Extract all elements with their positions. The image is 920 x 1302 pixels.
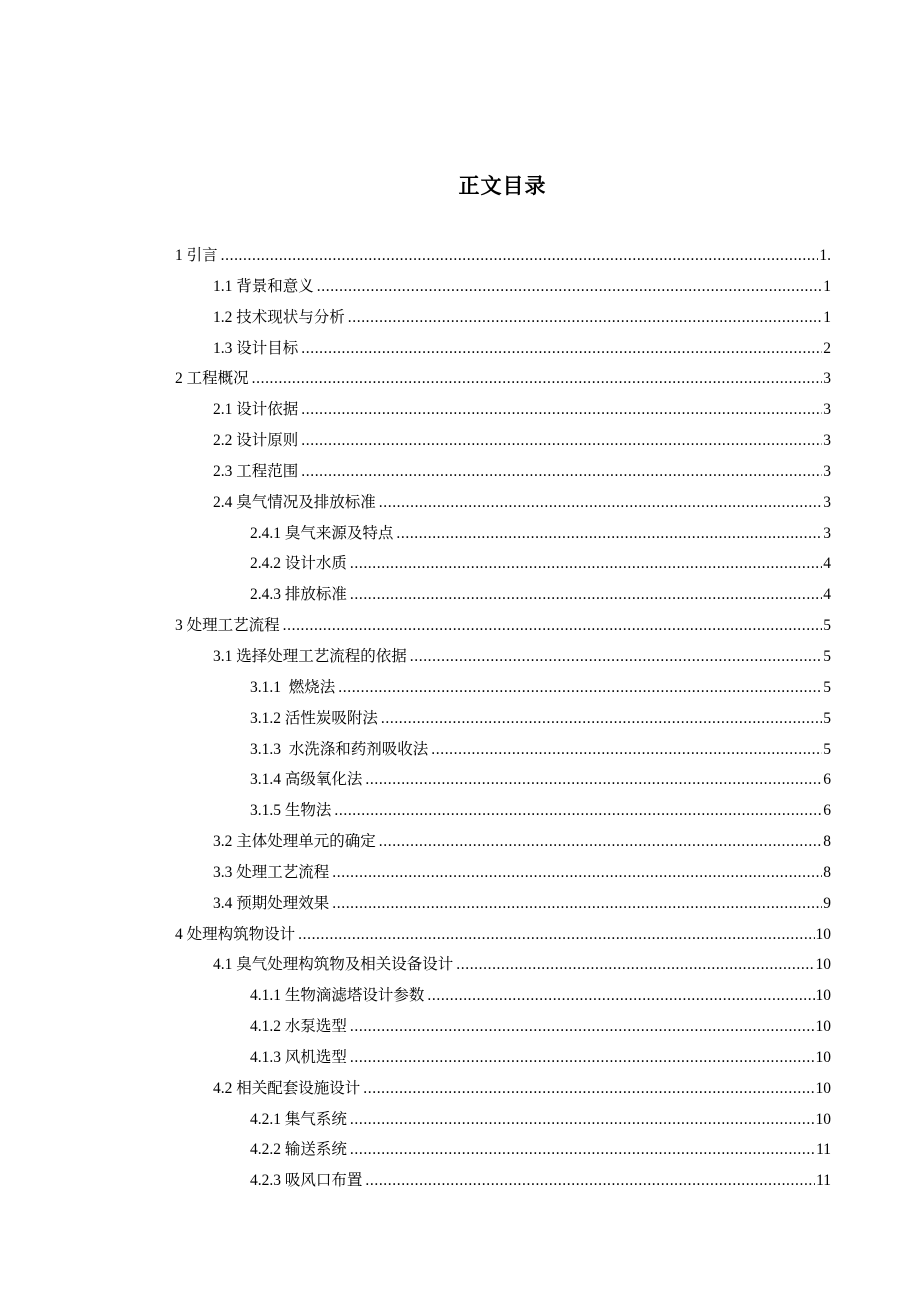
toc-entry[interactable] xyxy=(175,549,831,580)
toc-dot-leader xyxy=(365,1166,815,1197)
toc-entry-label: 3.1.5 生物法 xyxy=(250,802,332,820)
toc-entry[interactable] xyxy=(175,642,831,673)
toc-entry-page-number: 4 xyxy=(823,555,831,573)
toc-dot-leader xyxy=(350,1012,815,1043)
toc-entry-label: 3.3 处理工艺流程 xyxy=(213,863,330,881)
toc-entry-page-number: 10 xyxy=(815,1018,831,1036)
toc-entry[interactable] xyxy=(175,1135,831,1166)
toc-entry-page-number: 2 xyxy=(823,339,831,357)
toc-entry-label: 3.4 预期处理效果 xyxy=(213,894,330,912)
toc-entry-page-number: 5 xyxy=(823,617,831,635)
toc-entry-label: 1.2 技术现状与分析 xyxy=(213,308,345,326)
toc-entry-page-number: 11 xyxy=(816,1141,831,1159)
toc-dot-leader xyxy=(350,1135,815,1166)
toc-entry-label: 4.2.2 输送系统 xyxy=(250,1141,347,1159)
toc-entry-page-number: 10 xyxy=(815,925,831,943)
toc-dot-leader xyxy=(252,364,823,395)
toc-entry[interactable] xyxy=(175,950,831,981)
toc-entry-page-number: 3 xyxy=(823,524,831,542)
toc-dot-leader xyxy=(301,334,822,365)
toc-dot-leader xyxy=(301,395,822,426)
toc-entry-label: 2.2 设计原则 xyxy=(213,432,299,450)
toc-entry[interactable] xyxy=(175,673,831,704)
toc-entry[interactable] xyxy=(175,704,831,735)
toc-entry-page-number: 6 xyxy=(823,802,831,820)
toc-entry-page-number: 8 xyxy=(823,863,831,881)
toc-entry-page-number: 1. xyxy=(819,247,831,264)
toc-entry[interactable] xyxy=(175,827,831,858)
toc-dot-leader xyxy=(348,303,822,334)
toc-entry-page-number: 3 xyxy=(823,401,831,419)
toc-dot-leader xyxy=(332,889,822,920)
toc-entry-page-number: 1 xyxy=(823,308,831,326)
toc-dot-leader xyxy=(317,272,822,303)
toc-entry[interactable] xyxy=(175,920,831,951)
toc-entry[interactable] xyxy=(175,765,831,796)
toc-entry[interactable] xyxy=(175,981,831,1012)
toc-entry[interactable] xyxy=(175,488,831,519)
toc-entry[interactable] xyxy=(175,457,831,488)
toc-dot-leader xyxy=(363,1074,814,1105)
toc-dot-leader xyxy=(350,580,822,611)
toc-dot-leader xyxy=(410,642,822,673)
toc-entry-page-number: 10 xyxy=(815,1110,831,1128)
toc-entry-page-number: 8 xyxy=(823,833,831,851)
toc-entry-page-number: 1 xyxy=(823,277,831,295)
toc-entry-page-number: 5 xyxy=(823,740,831,758)
toc-entry[interactable] xyxy=(175,1043,831,1074)
page-title: 正文目录 xyxy=(458,174,547,198)
toc-dot-leader xyxy=(221,241,819,272)
toc-entry[interactable] xyxy=(175,519,831,550)
toc-entry-label: 2.1 设计依据 xyxy=(213,401,299,419)
toc-dot-leader xyxy=(283,611,823,642)
toc-entry-page-number: 3 xyxy=(823,493,831,511)
toc-entry[interactable] xyxy=(175,426,831,457)
toc-dot-leader xyxy=(456,950,814,981)
toc-entry-page-number: 3 xyxy=(823,432,831,450)
toc-entry-label: 4.2.1 集气系统 xyxy=(250,1110,347,1128)
toc-entry[interactable] xyxy=(175,1074,831,1105)
toc-entry[interactable] xyxy=(175,1105,831,1136)
toc-entry[interactable] xyxy=(175,364,831,395)
toc-entry-label: 2.4 臭气情况及排放标准 xyxy=(213,493,376,511)
toc-entry-page-number: 5 xyxy=(823,709,831,727)
toc-entry-page-number: 10 xyxy=(815,987,831,1005)
toc-entry[interactable] xyxy=(175,858,831,889)
toc-entry-label: 3.1.1 燃烧法 xyxy=(250,678,336,696)
toc-entry[interactable] xyxy=(175,395,831,426)
toc-dot-leader xyxy=(396,519,822,550)
toc-entry-page-number: 4 xyxy=(823,586,831,604)
toc-entry[interactable] xyxy=(175,1012,831,1043)
toc-dot-leader xyxy=(379,488,822,519)
toc-entry-page-number: 10 xyxy=(815,1048,831,1066)
toc-entry-label: 3 处理工艺流程 xyxy=(175,617,280,635)
toc-entry-label: 2 工程概况 xyxy=(175,370,249,388)
toc-entry-page-number: 10 xyxy=(815,1079,831,1097)
toc-entry-label: 3.2 主体处理单元的确定 xyxy=(213,833,376,851)
toc-entry[interactable] xyxy=(175,796,831,827)
toc-entry-label: 4.2.3 吸风口布置 xyxy=(250,1172,363,1190)
toc-entry-label: 1 引言 xyxy=(175,247,218,264)
toc-entry-page-number: 6 xyxy=(823,771,831,789)
toc-entry-label: 4.1.1 生物滴滤塔设计参数 xyxy=(250,987,425,1005)
toc-entry[interactable] xyxy=(175,889,831,920)
toc-entry[interactable] xyxy=(175,611,831,642)
toc-dot-leader xyxy=(350,1105,815,1136)
toc-entry[interactable] xyxy=(175,334,831,365)
toc-entry-label: 3.1.4 高级氧化法 xyxy=(250,771,363,789)
toc-entry[interactable] xyxy=(175,735,831,766)
toc-entry-label: 4 处理构筑物设计 xyxy=(175,925,296,943)
toc-entry[interactable] xyxy=(175,303,831,334)
toc-dot-leader xyxy=(350,549,822,580)
table-of-contents xyxy=(175,241,831,1197)
toc-entry-page-number: 5 xyxy=(823,678,831,696)
toc-entry-label: 3.1.3 水洗涤和药剂吸收法 xyxy=(250,740,429,758)
toc-entry-label: 2.3 工程范围 xyxy=(213,462,299,480)
toc-entry[interactable] xyxy=(175,1166,831,1197)
toc-entry-label: 1.3 设计目标 xyxy=(213,339,299,357)
toc-dot-leader xyxy=(338,673,822,704)
toc-dot-leader xyxy=(298,920,814,951)
toc-entry-label: 4.1.3 风机选型 xyxy=(250,1048,347,1066)
toc-entry-label: 2.4.3 排放标准 xyxy=(250,586,347,604)
toc-dot-leader xyxy=(365,765,822,796)
toc-dot-leader xyxy=(427,981,814,1012)
toc-dot-leader xyxy=(350,1043,815,1074)
toc-dot-leader xyxy=(379,827,822,858)
toc-entry-label: 2.4.2 设计水质 xyxy=(250,555,347,573)
toc-entry-label: 2.4.1 臭气来源及特点 xyxy=(250,524,394,542)
toc-entry-label: 4.1.2 水泵选型 xyxy=(250,1018,347,1036)
toc-entry-label: 4.1 臭气处理构筑物及相关设备设计 xyxy=(213,956,454,974)
toc-entry-label: 3.1 选择处理工艺流程的依据 xyxy=(213,647,407,665)
toc-entry-page-number: 3 xyxy=(823,462,831,480)
toc-entry-page-number: 11 xyxy=(816,1172,831,1190)
toc-entry[interactable] xyxy=(175,272,831,303)
toc-dot-leader xyxy=(431,735,822,766)
toc-entry-page-number: 10 xyxy=(815,956,831,974)
toc-dot-leader xyxy=(332,858,822,889)
toc-entry-page-number: 5 xyxy=(823,647,831,665)
toc-entry-label: 4.2 相关配套设施设计 xyxy=(213,1079,361,1097)
toc-dot-leader xyxy=(334,796,822,827)
toc-entry-label: 1.1 背景和意义 xyxy=(213,277,314,295)
toc-entry-page-number: 3 xyxy=(823,370,831,388)
toc-dot-leader xyxy=(301,426,822,457)
toc-dot-leader xyxy=(301,457,822,488)
toc-entry-page-number: 9 xyxy=(823,894,831,912)
toc-dot-leader xyxy=(381,704,822,735)
toc-entry-label: 3.1.2 活性炭吸附法 xyxy=(250,709,378,727)
toc-entry[interactable] xyxy=(175,241,831,272)
toc-entry[interactable] xyxy=(175,580,831,611)
